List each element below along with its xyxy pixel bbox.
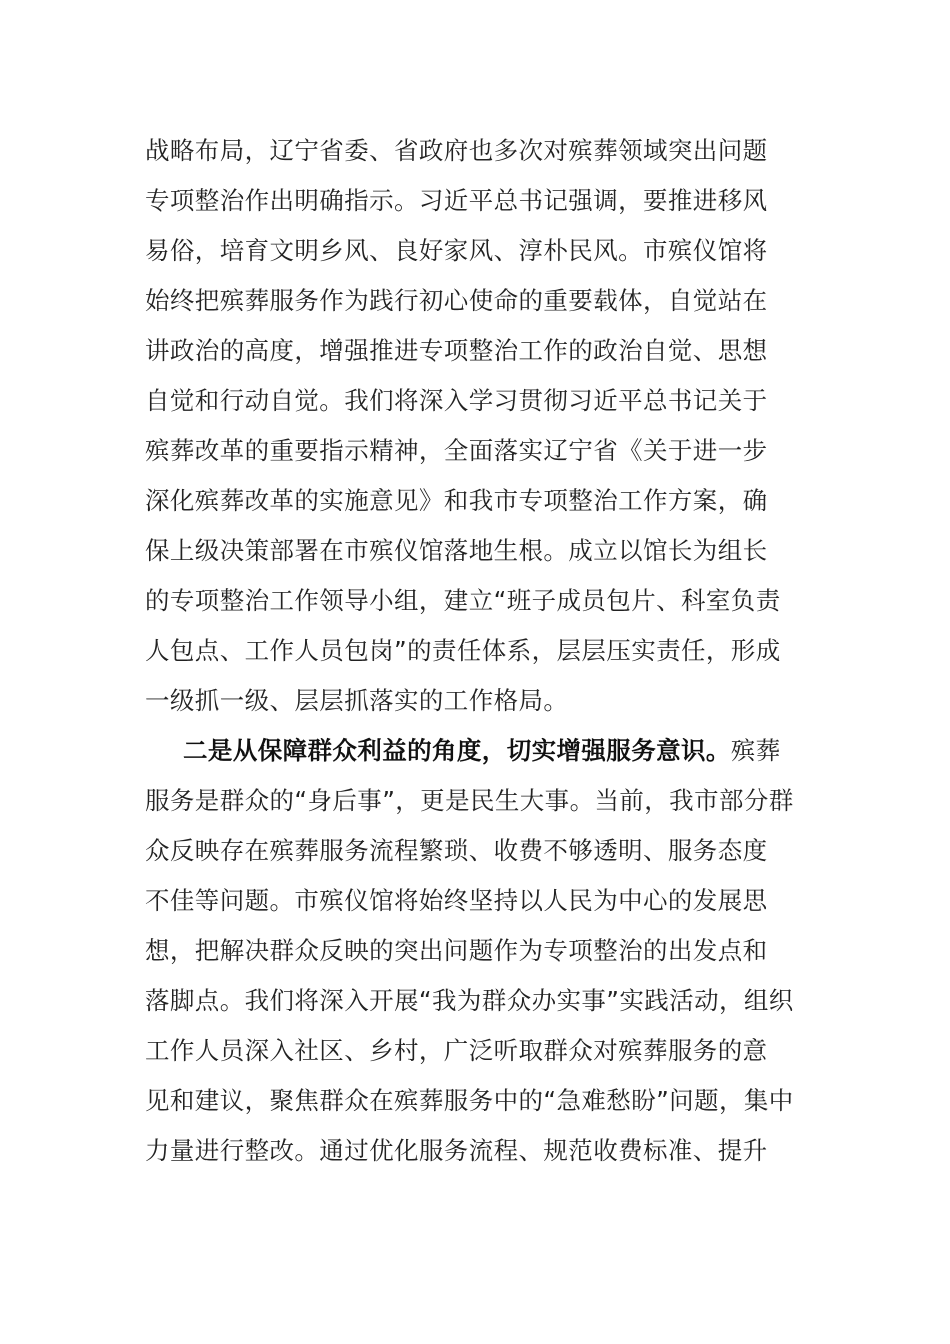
text-line: 讲政治的高度，增强推进专项整治工作的政治自觉、思想 — [145, 336, 768, 365]
text-line: 易俗，培育文明乡风、良好家风、淳朴民风。市殡仪馆将 — [145, 236, 768, 265]
text-line: 战略布局，辽宁省委、省政府也多次对殡葬领域突出问题 — [145, 136, 768, 165]
text-line: 见和建议，聚焦群众在殡葬服务中的“急难愁盼”问题，集中 — [145, 1086, 794, 1115]
text-line: 始终把殡葬服务作为践行初心使命的重要载体，自觉站在 — [145, 286, 768, 315]
text-line: 自觉和行动自觉。我们将深入学习贯彻习近平总书记关于 — [145, 386, 768, 415]
body-text — [145, 126, 805, 1176]
text-line: 保上级决策部署在市殡仪馆落地生根。成立以馆长为组长 — [145, 536, 768, 565]
text-line: 人包点、工作人员包岗”的责任体系，层层压实责任，形成 — [145, 636, 781, 665]
text-line: 一级抓一级、层层抓落实的工作格局。 — [145, 686, 569, 715]
text-line: 专项整治作出明确指示。习近平总书记强调，要推进移风 — [145, 186, 768, 215]
paragraph-2-first-line — [145, 726, 805, 776]
section-heading: 二是从保障群众利益的角度，切实增强服务意识。 — [183, 736, 731, 765]
text-line: 力量进行整改。通过优化服务流程、规范收费标准、提升 — [145, 1136, 768, 1165]
text-line: 工作人员深入社区、乡村，广泛听取群众对殡葬服务的意 — [145, 1036, 768, 1065]
text-line: 不佳等问题。市殡仪馆将始终坚持以人民为中心的发展思 — [145, 886, 768, 915]
text-line: 深化殡葬改革的实施意见》和我市专项整治工作方案，确 — [145, 486, 768, 515]
text-line: 殡葬改革的重要指示精神，全面落实辽宁省《关于进一步 — [145, 436, 768, 465]
text-line: 想，把解决群众反映的突出问题作为专项整治的出发点和 — [145, 936, 768, 965]
text-line: 落脚点。我们将深入开展“我为群众办实事”实践活动，组织 — [145, 986, 794, 1015]
text-line: 众反映存在殡葬服务流程繁琐、收费不够透明、服务态度 — [145, 836, 768, 865]
paragraph-1 — [145, 126, 805, 726]
text-line: 的专项整治工作领导小组，建立“班子成员包片、科室负责 — [145, 586, 781, 615]
heading-continuation: 殡葬 — [730, 736, 781, 765]
text-line: 服务是群众的“身后事”，更是民生大事。当前，我市部分群 — [145, 786, 794, 815]
paragraph-2 — [145, 726, 805, 1176]
